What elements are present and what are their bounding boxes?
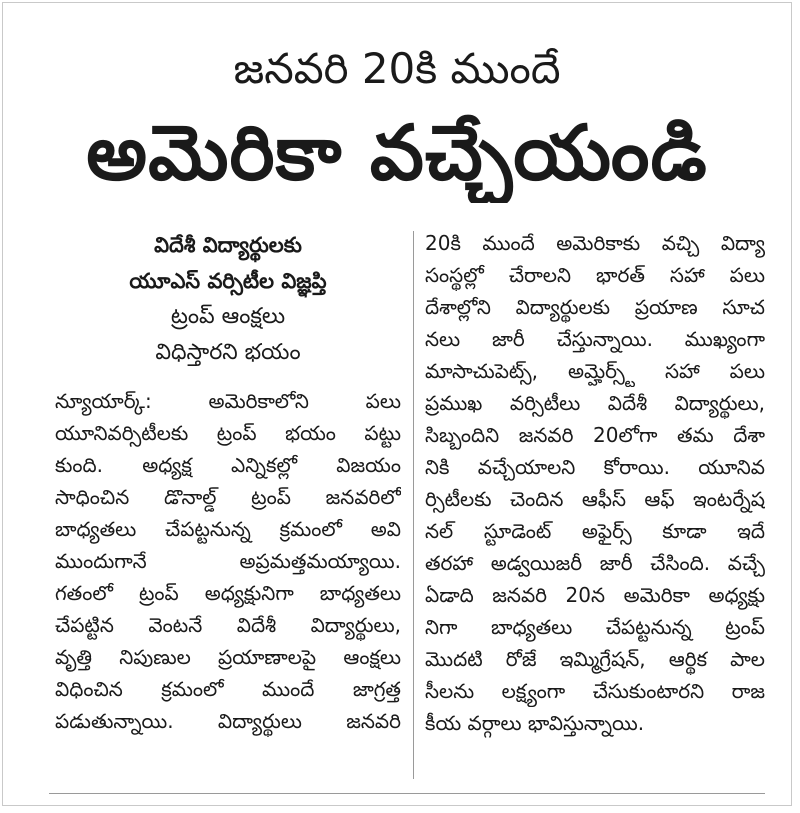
body-line: యూనివర్సిటీలకు ట్రంప్ భయం పట్టు <box>55 421 401 445</box>
left-column <box>55 227 401 787</box>
right-column <box>425 227 765 787</box>
body-line: సంస్థల్లో చేరాలని భారత్ సహా పలు <box>425 263 765 287</box>
body-line: పడుతున్నాయి. విద్యార్థులు జనవరి <box>55 709 401 733</box>
body-line: వృత్తి నిపుణుల ప్రయాణాలపై ఆంక్షలు <box>55 645 401 669</box>
body-line: ఏడాది జనవరి 20న అమెరికా అధ్యక్షు <box>425 583 765 607</box>
news-clipping <box>2 2 792 806</box>
body-line: న్యూయార్క్: అమెరికాలోని పలు <box>55 389 401 413</box>
body-line: 20కి ముందే అమెరికాకు వచ్చి విద్యా <box>425 231 765 255</box>
body-line: సీలను లక్ష్యంగా చేసుకుంటారని రాజ <box>425 679 765 703</box>
body-line: ప్రముఖ వర్సిటీలు విదేశీ విద్యార్థులు, <box>425 391 765 415</box>
body-line: నికి వచ్చేయాలని కోరాయి. యూనివ <box>425 455 765 479</box>
body-line: దేశాల్లోని విద్యార్థులకు ప్రయాణ సూచ <box>425 295 765 319</box>
body-line: కుంది. అధ్యక్ష ఎన్నికల్లో విజయం <box>55 453 401 477</box>
subhead-2: యూఎస్ వర్సిటీల విజ్ఞప్తి <box>129 269 327 293</box>
body-line: నిగా బాధ్యతలు చేపట్టనున్న ట్రంప్ <box>425 615 765 639</box>
subhead-4: విధిస్తారని భయం <box>155 340 301 365</box>
body-line: విధించిన క్రమంలో ముందే జాగ్రత్త <box>55 677 401 701</box>
subhead-spacer <box>55 371 401 385</box>
body-line: సిబ్బందిని జనవరి 20లోగా తమ దేశా <box>425 423 765 447</box>
bottom-rule <box>49 793 765 794</box>
headline-kicker: జనవరి 20కి ముందే <box>233 44 561 93</box>
column-divider <box>413 231 414 779</box>
body-line: సాధించిన డొనాల్డ్ ట్రంప్ జనవరిలో <box>55 485 401 509</box>
body-line: తరహా అడ్వయిజరీ జారీ చేసింది. వచ్చే <box>425 551 765 575</box>
body-line: మాసాచుపెట్స్, అమ్హెర్స్ట్ సహా పలు <box>425 359 765 383</box>
headline-main: అమెరికా వచ్చేయండి <box>86 108 708 197</box>
body-line: నల్ స్టూడెంట్ అఫైర్స్ కూడా ఇదే <box>425 519 765 543</box>
body-line: కీయ వర్గాలు భావిస్తున్నాయి. <box>425 711 645 735</box>
body-line: బాధ్యతలు చేపట్టనున్న క్రమంలో అవి <box>55 517 401 541</box>
subhead-3: ట్రంప్ ఆంక్షలు <box>170 304 286 329</box>
body-line: నలు జారీ చేస్తున్నాయి. ముఖ్యంగా <box>425 327 765 351</box>
body-line: మొదటి రోజే ఇమ్మిగ్రేషన్, ఆర్థిక పాల <box>425 647 765 671</box>
body-line: చేపట్టిన వెంటనే విదేశీ విద్యార్థులు, <box>55 613 401 637</box>
subhead-1: విదేశీ విద్యార్థులకు <box>154 233 302 257</box>
body-line: ర్సిటీలకు చెందిన ఆఫీస్ ఆఫ్ ఇంటర్నేష <box>425 487 765 511</box>
body-line: గతంలో ట్రంప్ అధ్యక్షునిగా బాధ్యతలు <box>55 581 401 605</box>
body-line: ముందుగానే అప్రమత్తమయ్యాయి. <box>55 549 401 573</box>
